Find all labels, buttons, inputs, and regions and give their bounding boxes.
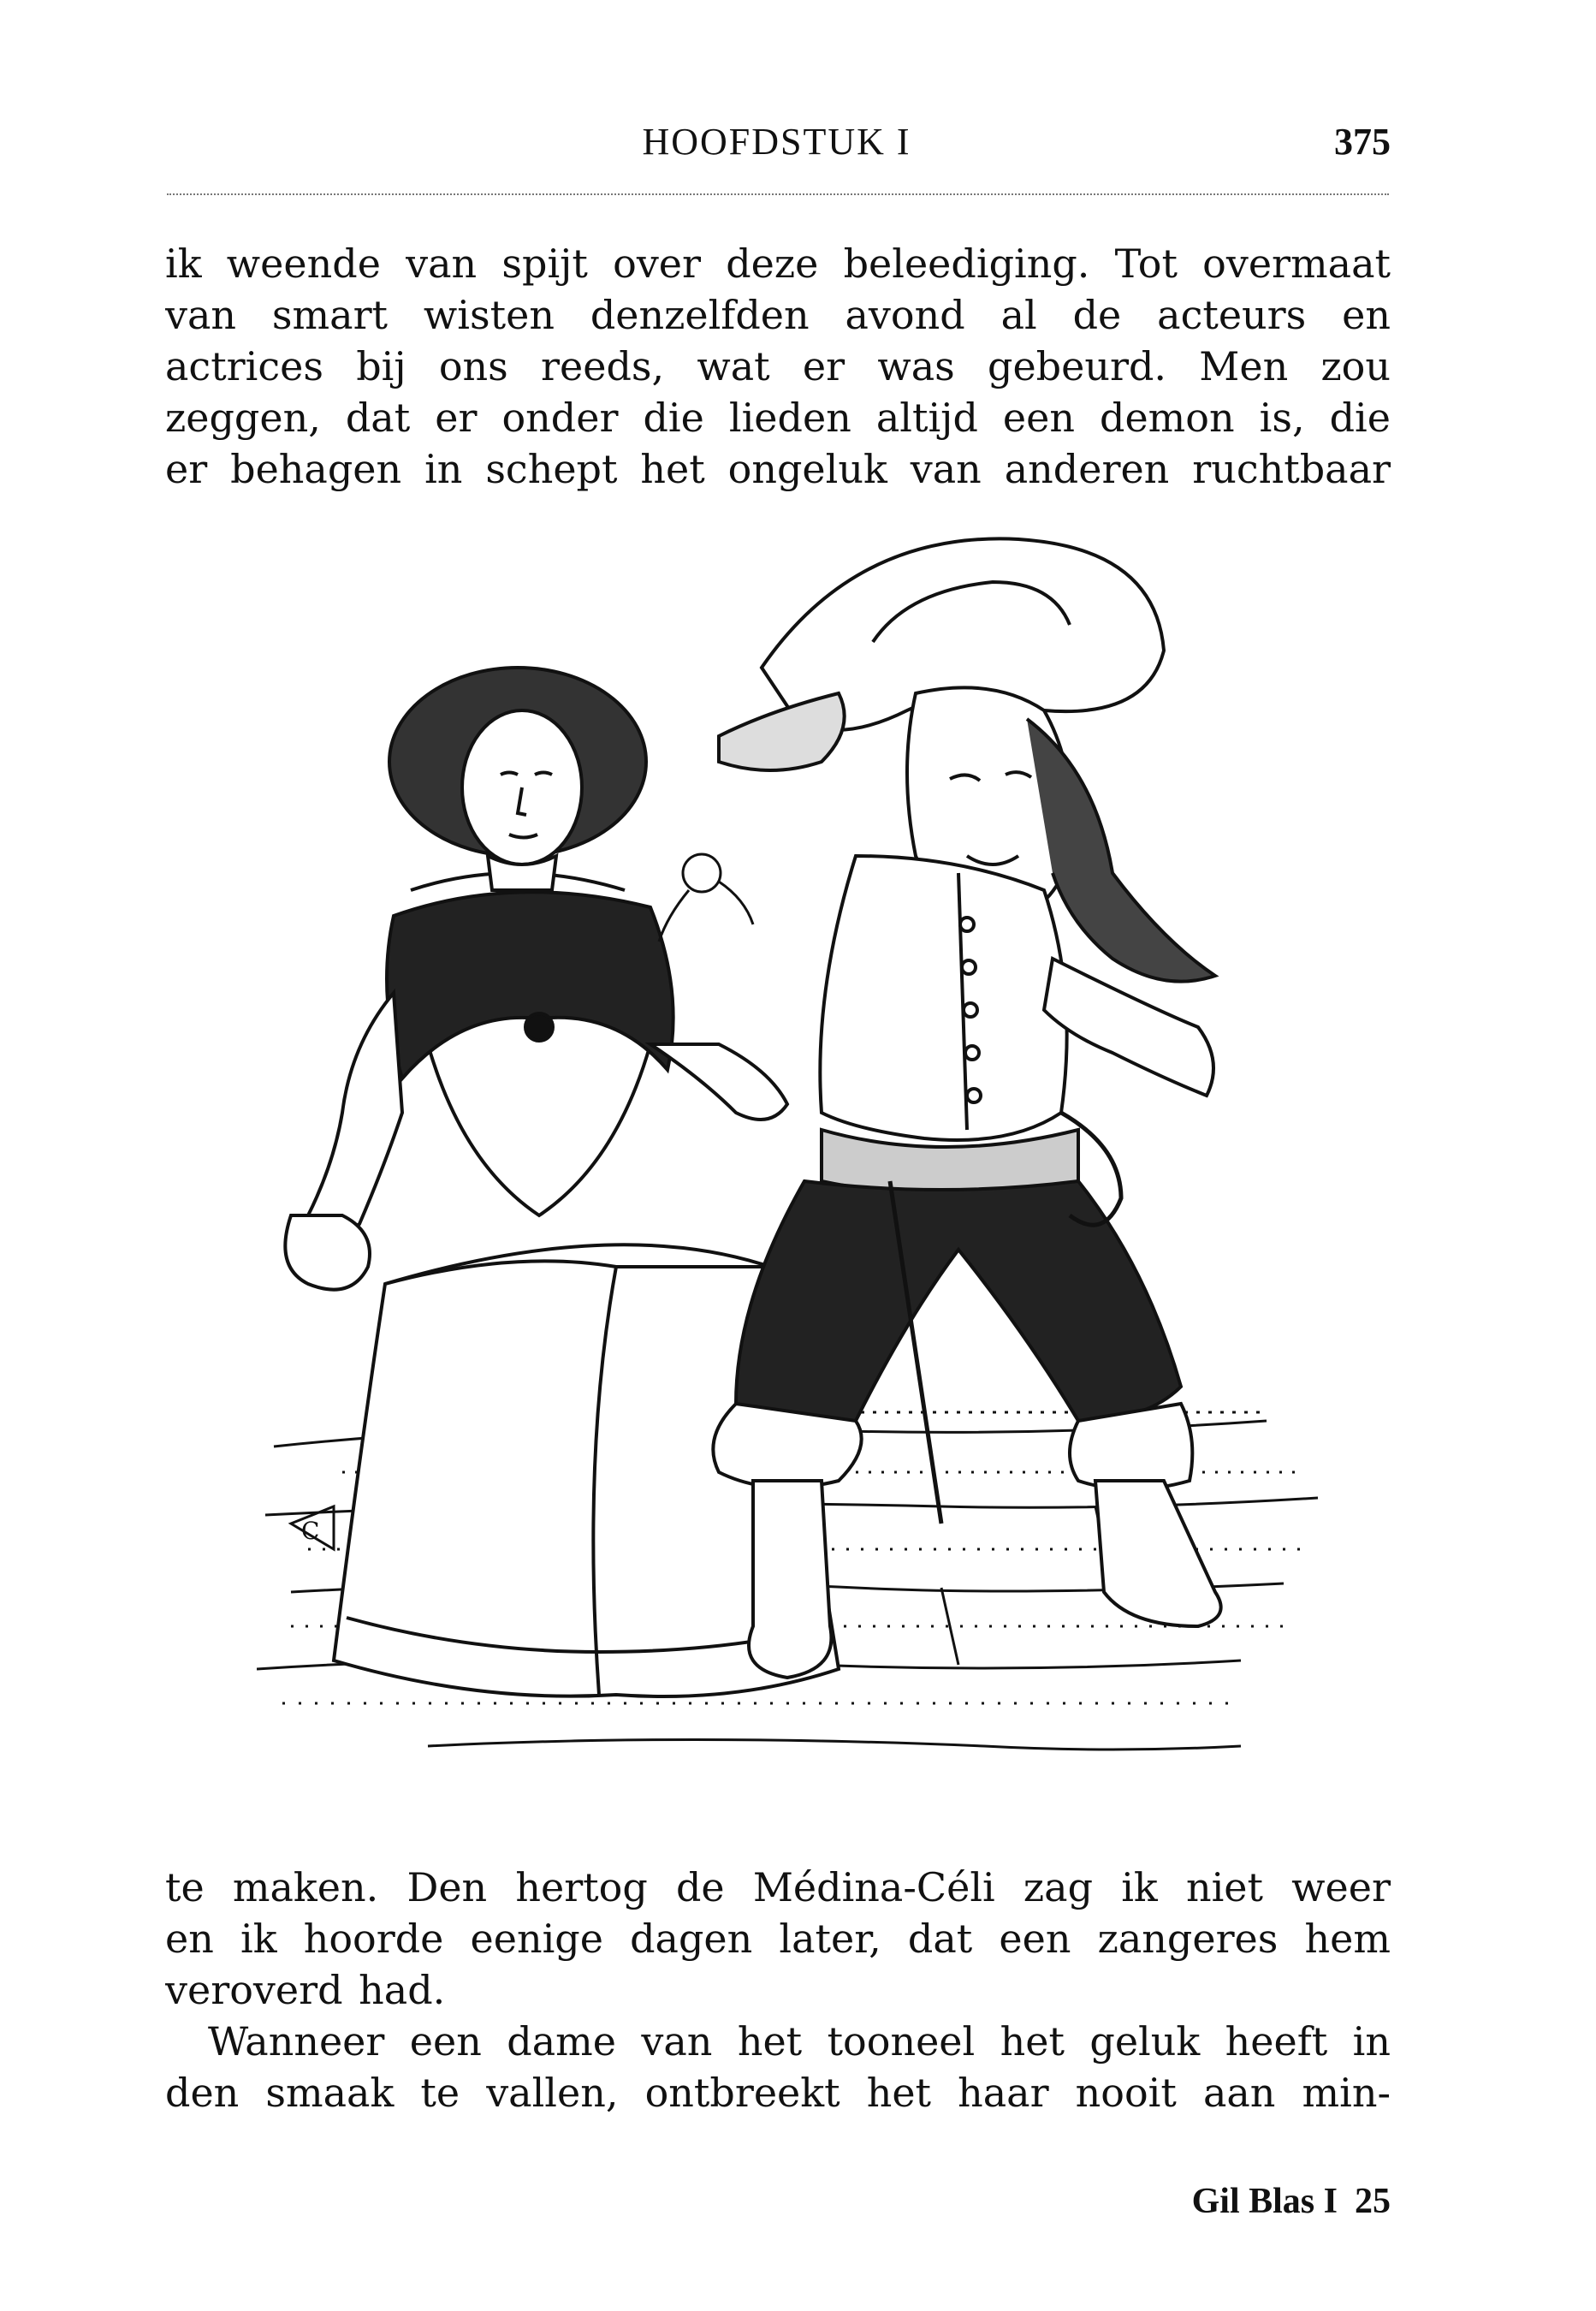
- text-line: van smart wisten denzelfden avond al de acteurs en: [165, 292, 1391, 338]
- text-line: zeggen, dat er onder die lieden altijd een demon is, die: [165, 395, 1391, 441]
- engraving-illustration: [257, 514, 1335, 1849]
- page-number: 375: [1334, 121, 1391, 163]
- text-line: er behagen in schept het ongeluk van anderen ruchtbaar: [165, 446, 1391, 492]
- text-line: en ik hoorde eenige dagen later, dat een zangeres hem: [165, 1916, 1391, 1962]
- chapter-title: HOOFDSTUK I: [642, 121, 911, 163]
- running-header: [163, 120, 1391, 171]
- text-line: te maken. Den hertog de Médina-Céli zag ik niet weer: [165, 1864, 1391, 1910]
- signature-title: Gil Blas I: [1191, 2182, 1338, 2221]
- text-line: actrices bij ons reeds, wat er was gebeurd. Men zou: [165, 343, 1391, 389]
- text-line: den smaak te vallen, ontbreekt het haar nooit aan min-: [165, 2070, 1391, 2116]
- text-line: ik weende van spijt over deze beleediging. Tot overmaat: [165, 241, 1391, 287]
- header-rule: [167, 193, 1389, 195]
- top-paragraph: [165, 238, 1391, 495]
- signature-number: 25: [1355, 2182, 1391, 2221]
- bottom-paragraphs: [165, 1862, 1391, 2118]
- text-line: Wanneer een dame van het tooneel het geluk heeft in: [208, 2018, 1391, 2064]
- signature-mark: [1175, 2181, 1391, 2222]
- artist-monogram: C: [301, 1517, 320, 1545]
- text-line: veroverd had.: [165, 1967, 446, 2013]
